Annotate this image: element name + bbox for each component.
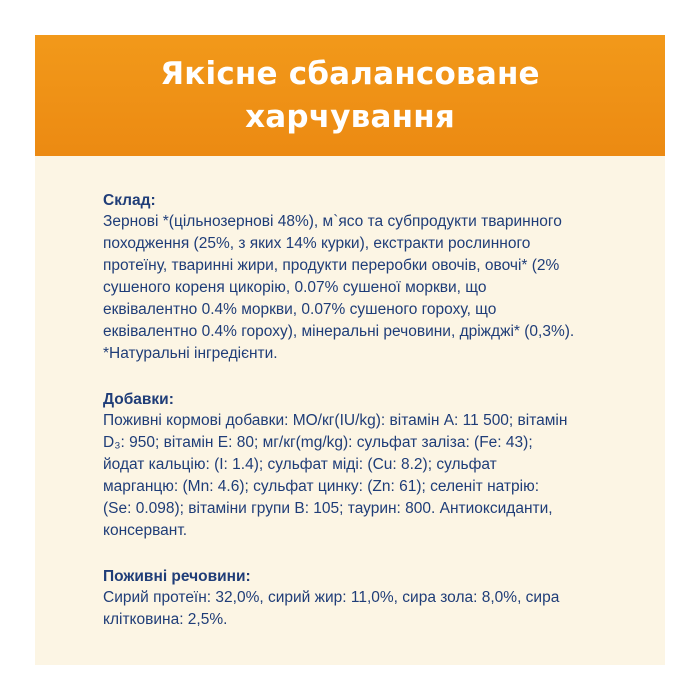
nutrition-content xyxy=(103,190,643,655)
additives-section xyxy=(103,389,643,542)
composition-section xyxy=(103,190,643,365)
banner-title: Якісне сбалансоване харчування xyxy=(160,55,540,135)
nutrients-section xyxy=(103,566,643,631)
nutrients-title: Поживні речовини: xyxy=(103,568,251,585)
product-info-card xyxy=(35,35,665,665)
additives-title: Добавки: xyxy=(103,391,174,408)
composition-title: Склад: xyxy=(103,192,156,209)
composition-text: Зернові *(цільнозернові 48%), м`ясо та субпродукти тваринного походження (25%, з яких 14% курки), екстракти рослинного протеїну, тваринні жири, продукти переробки овочів, овочі* (2% сушеного кореня цикорію, 0.07% сушеної моркви, що еквівалентно 0.4% моркви, 0.07% сушеного гороху, що еквівалентно 0.4% гороху), мінеральні речовини, дріжджі* (0,3%). *Натуральні інгредієнти. xyxy=(103,213,575,362)
title-banner xyxy=(35,35,665,156)
nutrients-text: Сирий протеїн: 32,0%, сирий жир: 11,0%, сира зола: 8,0%, сира клітковина: 2,5%. xyxy=(103,589,560,628)
additives-text: Поживні кормові добавки: МО/кг(IU/kg): вітамін А: 11 500; вітамін D₃: 950; вітамін Е: 80; мг/кг(mg/kg): сульфат заліза: (Fe: 43); йодат кальцію: (I: 1.4); сульфат міді: (Cu: 8.2); сульфат марганцю: (Mn: 4.6); сульфат цинку: (Zn: 61); селеніт натрію: (Se: 0.098); вітаміни групи В: 105; таурин: 800. Антиоксиданти, консервант. xyxy=(103,412,568,539)
